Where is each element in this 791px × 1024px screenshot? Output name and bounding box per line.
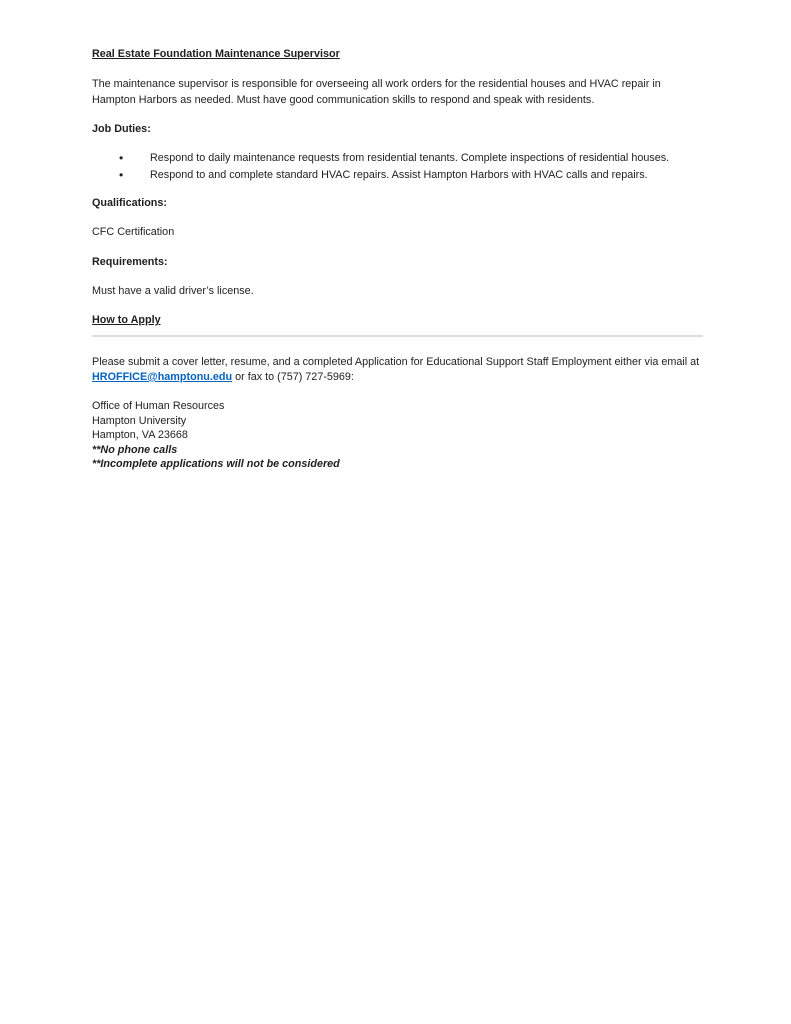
- job-posting-document: [92, 47, 703, 472]
- requirements-text: Must have a valid driver’s license.: [92, 284, 254, 297]
- apply-instructions-paragraph: [92, 355, 703, 386]
- job-duty-item: • Respond to and complete standard HVAC repairs. Assist Hampton Harbors with HVAC calls and repairs.: [92, 168, 703, 183]
- email-link[interactable]: HROFFICE@hamptonu.edu: [92, 370, 233, 383]
- requirements-heading: Requirements:: [92, 255, 168, 268]
- job-duties-list: [92, 151, 703, 183]
- qualifications-text: CFC Certification: [92, 226, 175, 239]
- address-line-city: Hampton, VA 23668: [92, 429, 188, 442]
- intro-paragraph: The maintenance supervisor is responsible for overseeing all work orders for the residential houses and HVAC repair in Hampton Harbors as needed. Must have good communication skills to respond and speak with residents.: [92, 78, 661, 106]
- note-no-phone-calls: **No phone calls: [92, 443, 178, 456]
- apply-text-before-link: Please submit a cover letter, resume, and a completed Application for Educational Support Staff Employment either via email at: [92, 355, 700, 368]
- job-duties-heading: Job Duties:: [92, 122, 151, 135]
- how-to-apply-heading: How to Apply: [92, 313, 703, 336]
- address-line-university: Hampton University: [92, 414, 187, 427]
- document-title: Real Estate Foundation Maintenance Supervisor: [92, 48, 340, 60]
- qualifications-heading: Qualifications:: [92, 196, 167, 209]
- job-duty-item: • Respond to daily maintenance requests from residential tenants. Complete inspections of residential houses.: [92, 151, 703, 166]
- note-incomplete-applications: **Incomplete applications will not be considered: [92, 458, 340, 471]
- address-line-office: Office of Human Resources: [92, 400, 225, 413]
- apply-text-after-link: or fax to (757) 727-5969:: [232, 370, 354, 383]
- contact-address-block: [92, 399, 703, 471]
